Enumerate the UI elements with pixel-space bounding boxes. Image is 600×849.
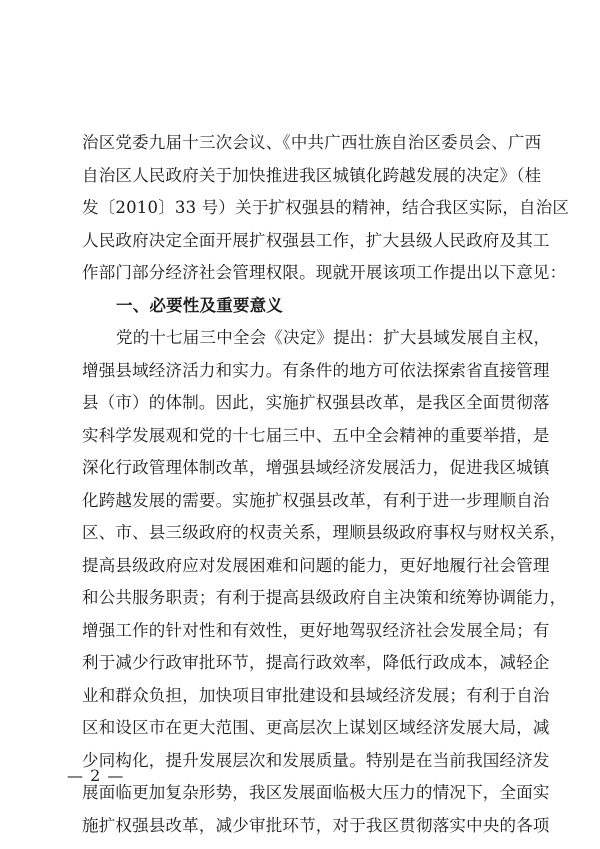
text-line: 人民政府决定全面开展扩权强县工作，扩大县级人民政府及其工 — [82, 230, 550, 250]
text-line: 深化行政管理体制改革，增强县域经济发展活力，促进我区城镇 — [82, 458, 550, 477]
text-line: 县（市）的体制。因此，实施扩权强县改革，是我区全面贯彻落 — [82, 393, 550, 412]
text-line: 发〔2010〕33 号）关于扩权强县的精神，结合我区实际，自治区 — [82, 198, 570, 217]
text-line: 增强县域经济活力和实力。有条件的地方可依法探索省直接管理 — [82, 360, 550, 380]
text-line: 利于减少行政审批环节，提高行政效率，降低行政成本，减轻企 — [82, 653, 550, 672]
text-line: 区、市、县三级政府的权责关系，理顺县级政府事权与财权关系， — [82, 523, 567, 542]
text-line: 作部门部分经济社会管理权限。现就开展该项工作提出以下意见： — [82, 263, 567, 282]
page-number: — 2 — — [67, 766, 125, 785]
text-line: 展面临更加复杂形势，我区发展面临极大压力的情况下，全面实 — [82, 783, 550, 802]
text-line: 少同构化，提升发展层次和发展质量。特别是在当前我国经济发 — [82, 750, 550, 770]
section-heading: 一、必要性及重要意义 — [116, 295, 283, 315]
text-line: 提高县级政府应对发展困难和问题的能力，更好地履行社会管理 — [82, 555, 550, 575]
text-line: 业和群众负担，加快项目审批建设和县域经济发展；有利于自治 — [82, 685, 550, 705]
text-line: 和公共服务职责；有利于提高县级政府自主决策和统筹协调能力， — [82, 588, 567, 607]
document-body — [82, 127, 570, 842]
text-line: 实科学发展观和党的十七届三中、五中全会精神的重要举措，是 — [82, 425, 550, 445]
text-line: 区和设区市在更大范围、更高层次上谋划区域经济发展大局，减 — [82, 718, 550, 737]
text-line: 化跨越发展的需要。实施扩权强县改革，有利于进一步理顺自治 — [82, 490, 550, 510]
text-line: 党的十七届三中全会《决定》提出：扩大县域发展自主权， — [116, 328, 551, 347]
text-line: 治区党委九届十三次会议、《中共广西壮族自治区委员会、广西 — [82, 133, 542, 152]
text-line: 自治区人民政府关于加快推进我区城镇化跨越发展的决定》（桂 — [82, 165, 542, 185]
text-line: 增强工作的针对性和有效性，更好地驾驭经济社会发展全局；有 — [82, 620, 550, 640]
text-line: 施扩权强县改革，减少审批环节，对于我区贯彻落实中央的各项 — [82, 815, 550, 835]
